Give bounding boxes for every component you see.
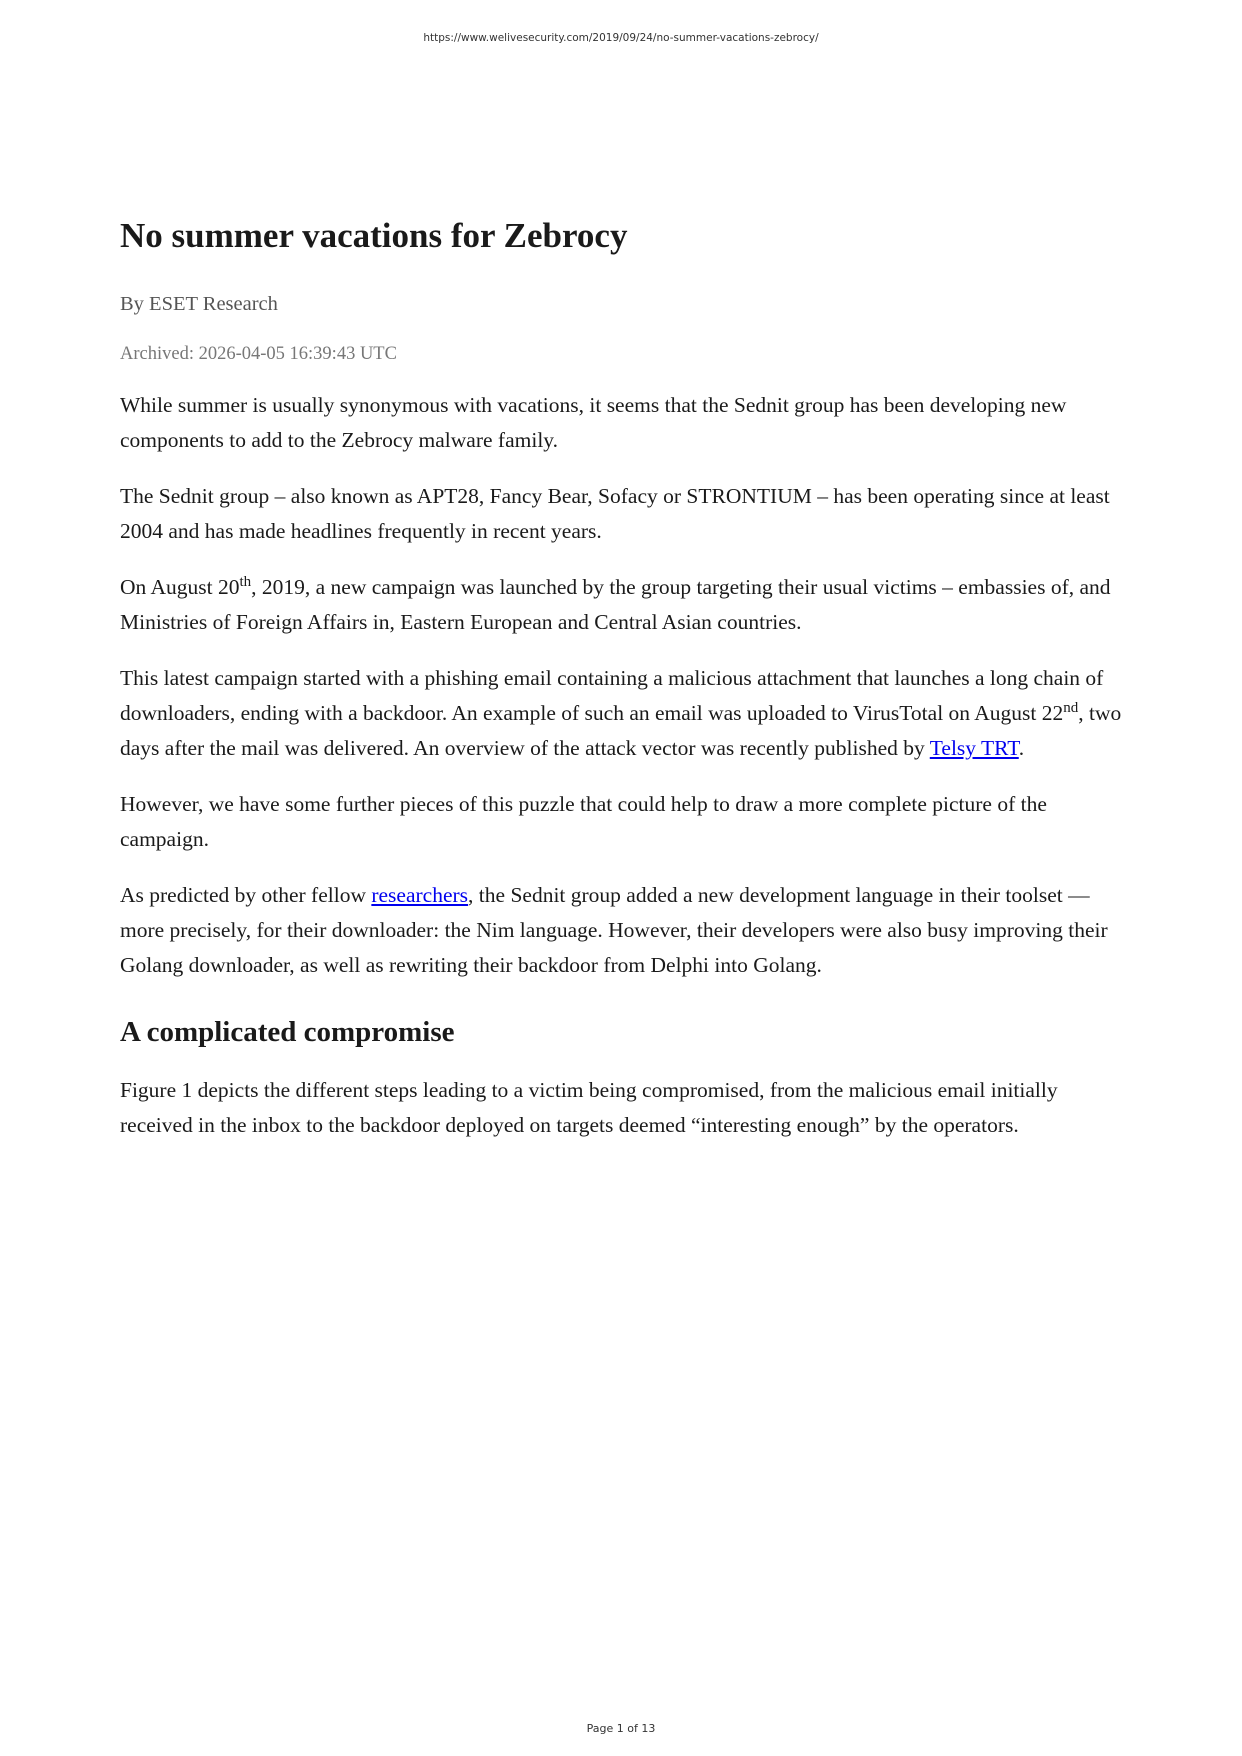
- paragraph-1: While summer is usually synonymous with vacations, it seems that the Sednit group has been developing new components to add to the Zebrocy malware family.: [120, 393, 1067, 452]
- paragraph-7: Figure 1 depicts the different steps leading to a victim being compromised, from the malicious email initially received in the inbox to the backdoor deployed on targets deemed “interesting enough” by the operators.: [120, 1078, 1058, 1137]
- article-title: No summer vacations for Zebrocy: [120, 216, 628, 255]
- text: , 2019, a new campaign was launched by the group targeting their usual victims – embassies of, and Ministries of Foreign Affairs in, Eastern European and Central Asian countries.: [120, 575, 1111, 634]
- paragraph-6: [120, 878, 1135, 983]
- page-number: Page 1 of 13: [586, 1722, 656, 1735]
- page-url: https://www.welivesecurity.com/2019/09/24/no-summer-vacations-zebrocy/: [423, 32, 819, 44]
- superscript: th: [239, 573, 252, 590]
- section-heading: A complicated compromise: [120, 1016, 455, 1048]
- archived-timestamp: Archived: 2026-04-05 16:39:43 UTC: [120, 344, 397, 364]
- text: This latest campaign started with a phishing email containing a malicious attachment that launches a long chain of downloaders, ending with a backdoor. An example of such an email was uploaded to VirusTotal on August 22: [120, 666, 1104, 725]
- byline: By ESET Research: [120, 293, 278, 315]
- paragraph-2: The Sednit group – also known as APT28, Fancy Bear, Sofacy or STRONTIUM – has been operating since at least 2004 and has made headlines frequently in recent years.: [120, 484, 1110, 543]
- telsy-trt-link[interactable]: Telsy TRT: [929, 736, 1019, 760]
- paragraph-4: [120, 661, 1135, 766]
- text: , the Sednit group added a new development language in their toolset — more precisely, for their downloader: the Nim language. However, their developers were also busy improving their Golang downloader, as well as rewriting their backdoor from Delphi into Golang.: [120, 883, 1108, 977]
- text: As predicted by other fellow: [120, 883, 372, 907]
- paragraph-5: However, we have some further pieces of this puzzle that could help to draw a more complete picture of the campaign.: [120, 792, 1047, 851]
- researchers-link[interactable]: researchers: [371, 883, 469, 907]
- text: On August 20: [120, 575, 240, 599]
- text: .: [1018, 736, 1025, 760]
- superscript: nd: [1063, 699, 1079, 716]
- article: [120, 212, 1135, 1164]
- text: , two days after the mail was delivered. An overview of the attack vector was recently published by: [120, 701, 1122, 760]
- paragraph-3: [120, 570, 1135, 640]
